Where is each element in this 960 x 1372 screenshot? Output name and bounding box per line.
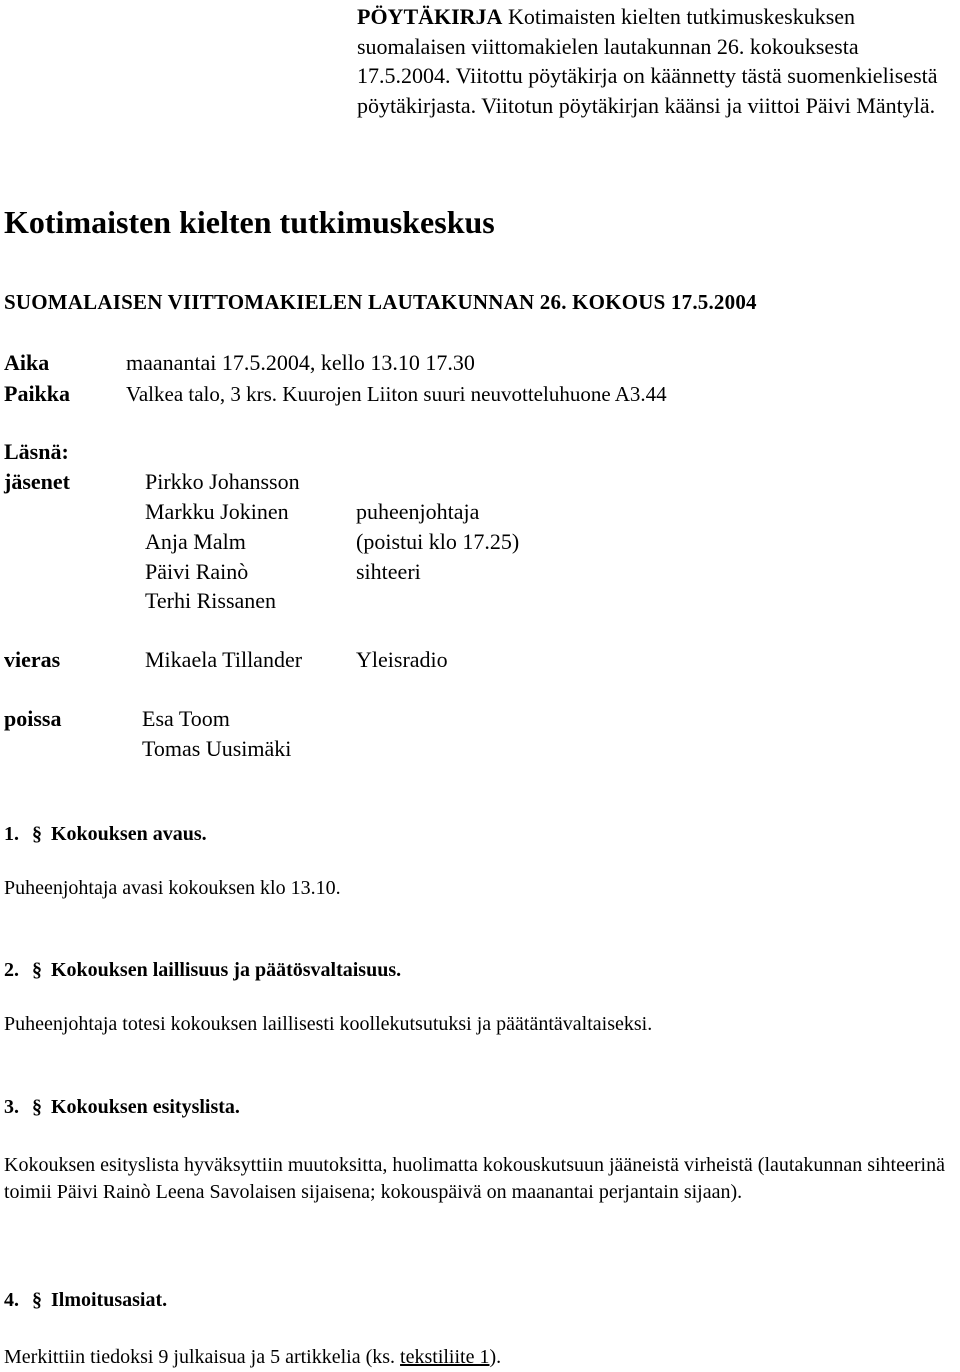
document-type-label: PÖYTÄKIRJA <box>357 4 503 29</box>
section-text: Puheenjohtaja avasi kokouksen klo 13.10. <box>4 877 341 899</box>
section-number: 3. <box>4 1096 19 1118</box>
guest-label: vieras <box>4 647 61 672</box>
section-heading <box>4 823 207 846</box>
absent-label: poissa <box>4 706 62 731</box>
attachment-link[interactable]: tekstiliite 1 <box>400 1346 490 1368</box>
section-heading <box>4 1289 167 1312</box>
section-text <box>4 1346 501 1369</box>
section-title: Kokouksen laillisuus ja päätösvaltaisuus. <box>51 959 402 981</box>
section-symbol: § <box>32 1096 42 1118</box>
section-text-after: ). <box>489 1346 502 1368</box>
section-title: Ilmoitusasiat. <box>51 1289 168 1311</box>
meeting-title: SUOMALAISEN VIITTOMAKIELEN LAUTAKUNNAN 26. KOKOUS 17.5.2004 <box>4 290 757 314</box>
header-note <box>357 2 957 120</box>
section-text: Kokouksen esityslista hyväksyttiin muutoksitta, huolimatta kokouskutsuun jääneistä virheistä (lautakunnan sihteerinä toimii Päivi Rainò Leena Savolaisen sijaisena; kokouspäivä on maanantai perjantain sijaan). <box>4 1154 945 1203</box>
members-label: jäsenet <box>4 469 70 494</box>
place-value: Valkea talo, 3 krs. Kuurojen Liiton suuri neuvotteluhuone A3.44 <box>126 382 667 406</box>
time-label: Aika <box>4 350 50 375</box>
guest-organization: Yleisradio <box>356 647 448 672</box>
section-symbol: § <box>32 823 42 845</box>
section-text-before: Merkittiin tiedoksi 9 julkaisua ja 5 artikkelia (ks. <box>4 1346 401 1368</box>
section-text: Puheenjohtaja totesi kokouksen laillisesti koollekutsutuksi ja päätäntävaltaiseksi. <box>4 1013 653 1035</box>
member-note: sihteeri <box>356 559 421 584</box>
time-value: maanantai 17.5.2004, kello 13.10 17.30 <box>126 350 475 375</box>
section-symbol: § <box>32 1289 42 1311</box>
member-note: (poistui klo 17.25) <box>356 529 520 554</box>
section-symbol: § <box>32 959 42 981</box>
present-label: Läsnä: <box>4 439 69 464</box>
member-name: Markku Jokinen <box>145 499 289 524</box>
section-heading <box>4 959 401 982</box>
member-note: puheenjohtaja <box>356 499 480 524</box>
absent-name: Esa Toom <box>142 706 230 731</box>
section-number: 4. <box>4 1289 19 1311</box>
organization-title: Kotimaisten kielten tutkimuskeskus <box>4 204 495 240</box>
member-name: Terhi Rissanen <box>145 588 277 613</box>
member-name: Pirkko Johansson <box>145 469 300 494</box>
section-title: Kokouksen esityslista. <box>51 1096 240 1118</box>
absent-name: Tomas Uusimäki <box>142 736 292 761</box>
member-name: Anja Malm <box>145 529 246 554</box>
section-number: 2. <box>4 959 19 981</box>
section-title: Kokouksen avaus. <box>51 823 207 845</box>
place-label: Paikka <box>4 381 71 406</box>
guest-name: Mikaela Tillander <box>145 647 303 672</box>
header-note-text: Kotimaisten kielten tutkimuskeskuksen suomalaisen viittomakielen lautakunnan 26. kokouksesta 17.5.2004. Viitottu pöytäkirja on käännetty tästä suomenkielisestä pöytäkirjasta. Viitotun pöytäkirjan käänsi ja viittoi Päivi Mäntylä. <box>357 4 938 118</box>
section-heading <box>4 1096 240 1119</box>
section-number: 1. <box>4 823 19 845</box>
member-name: Päivi Rainò <box>145 559 249 584</box>
